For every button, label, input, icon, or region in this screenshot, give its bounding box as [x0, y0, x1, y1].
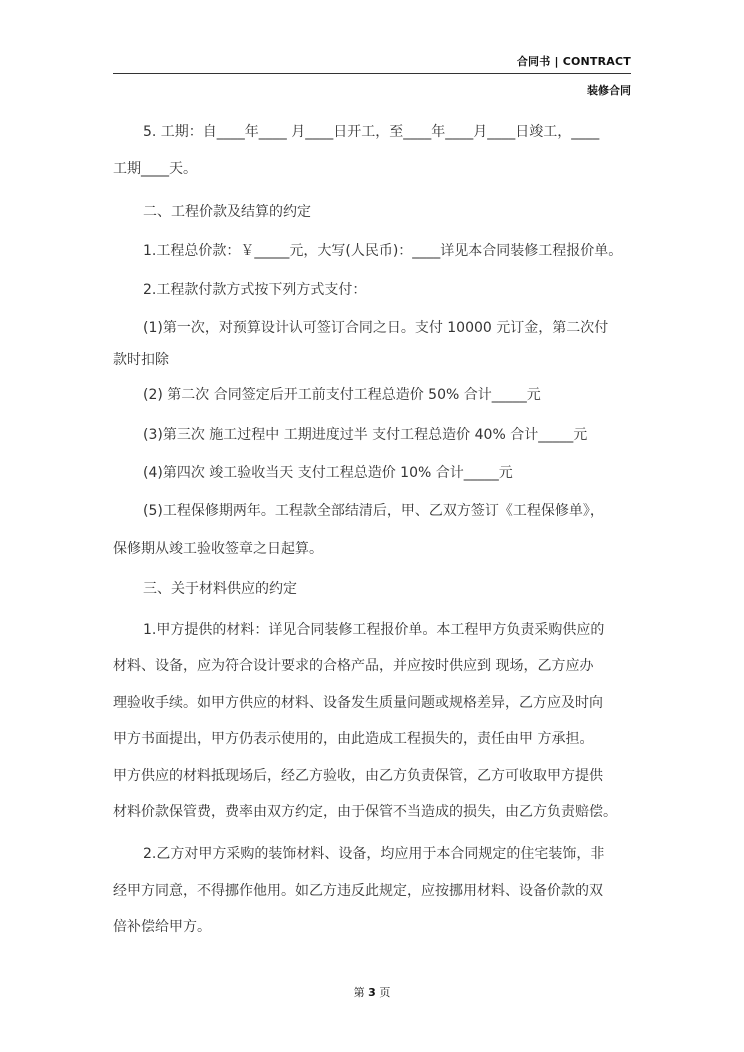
- text-line: 工期____天。: [113, 161, 197, 177]
- text-line: (1)第一次，对预算设计认可签订合同之日。支付 10000 元订金，第二次付: [143, 320, 609, 336]
- header-title: 合同书 | CONTRACT: [516, 55, 631, 68]
- text-line: 1.甲方提供的材料：详见合同装修工程报价单。本工程甲方负责采购供应的: [143, 622, 605, 638]
- section-heading: 三、关于材料供应的约定: [143, 581, 297, 597]
- text-line: 1.工程总价款：￥_____元，大写(人民币)：____详见本合同装修工程报价单。: [143, 243, 623, 259]
- text-line: (4)第四次 竣工验收当天 支付工程总造价 10% 合计_____元: [143, 465, 513, 481]
- text-line: 5. 工期：自____年____ 月____日开工，至____年____月____日竣工，____: [143, 124, 600, 140]
- section-heading: 二、工程价款及结算的约定: [143, 204, 311, 220]
- page-number: 3: [368, 986, 376, 999]
- page-suffix: 页: [379, 986, 391, 999]
- text-line: (5)工程保修期两年。工程款全部结清后，甲、乙双方签订《工程保修单》，: [143, 503, 604, 519]
- text-line: (2) 第二次 合同签定后开工前支付工程总造价 50% 合计_____元: [143, 387, 541, 403]
- text-line: 2.工程款付款方式按下列方式支付：: [143, 282, 367, 298]
- text-line: 甲方书面提出，甲方仍表示使用的，由此造成工程损失的，责任由甲 方承担。: [113, 731, 594, 747]
- text-line: 理验收手续。如甲方供应的材料、设备发生质量问题或规格差异，乙方应及时向: [113, 695, 603, 711]
- header-divider: [113, 73, 631, 74]
- text-line: 经甲方同意，不得挪作他用。如乙方违反此规定，应按挪用材料、设备价款的双: [113, 883, 603, 899]
- text-line: 倍补偿给甲方。: [113, 919, 211, 935]
- text-line: 保修期从竣工验收签章之日起算。: [113, 541, 323, 557]
- header-subtitle: 装修合同: [587, 84, 631, 97]
- text-line: 款时扣除: [113, 352, 169, 368]
- text-line: 材料价款保管费，费率由双方约定，由于保管不当造成的损失，由乙方负责赔偿。: [113, 804, 617, 820]
- text-line: 甲方供应的材料抵现场后，经乙方验收，由乙方负责保管，乙方可收取甲方提供: [113, 768, 603, 784]
- text-line: (3)第三次 施工过程中 工期进度过半 支付工程总造价 40% 合计_____元: [143, 427, 588, 443]
- page-footer: [0, 984, 744, 1000]
- text-line: 2.乙方对甲方采购的装饰材料、设备，均应用于本合同规定的住宅装饰，非: [143, 846, 605, 862]
- page-prefix: 第: [353, 986, 365, 999]
- text-line: 材料、设备，应为符合设计要求的合格产品，并应按时供应到 现场，乙方应办: [113, 658, 594, 674]
